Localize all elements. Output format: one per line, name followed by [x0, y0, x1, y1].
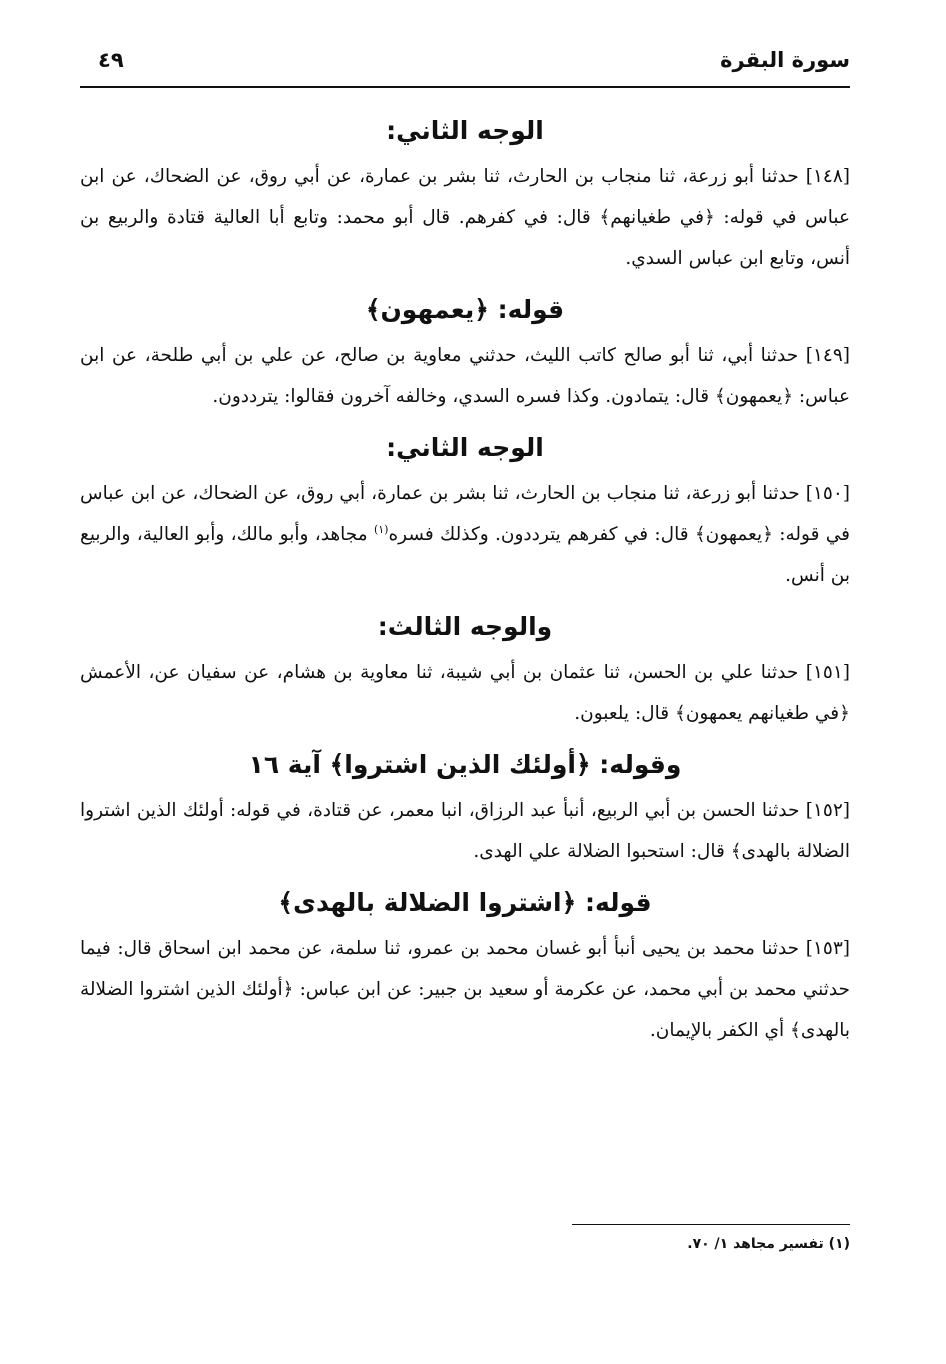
footnote-rule: [572, 1224, 850, 1225]
narration-153: [١٥٣] حدثنا محمد بن يحيى أنبأ أبو غسان محمد بن عمرو، ثنا سلمة، عن محمد ابن اسحاق قال: فيما حدثني محمد بن أبي محمد، عن عكرمة أو سعيد بن جبير: عن ابن عباس: ﴿أولئك الذين اشتروا الضلالة بالهدى﴾ أي الكفر بالإيمان.: [80, 938, 850, 1041]
header-rule: [80, 86, 850, 88]
section-heading: قوله: ﴿اشتروا الضلالة بالهدى﴾: [278, 888, 652, 917]
body-text: [80, 106, 850, 1051]
surah-title: سورة البقرة: [720, 48, 850, 72]
narration-150-text-end: مجاهد، وأبو مالك، وأبو العالية، والربيع بن أنس.: [80, 524, 850, 586]
section-heading: قوله: ﴿يعمهون﴾: [365, 295, 565, 324]
footnote: (١) تفسير مجاهد ١/ ٧٠.: [687, 1236, 850, 1252]
narration-149: [١٤٩] حدثنا أبي، ثنا أبو صالح كاتب الليث، حدثني معاوية بن صالح، عن علي بن أبي طلحة، عن ابن عباس: ﴿يعمهون﴾ قال: يتمادون. وكذا فسره السدي، وخالفه آخرون فقالوا: يترددون.: [80, 345, 850, 407]
page-number: ٤٩: [98, 48, 124, 72]
narration-151: [١٥١] حدثنا علي بن الحسن، ثنا عثمان بن أبي شيبة، ثنا معاوية بن هشام، عن سفيان عن، الأعمش ﴿في طغيانهم يعمهون﴾ قال: يلعبون.: [80, 662, 850, 724]
narration-152: [١٥٢] حدثنا الحسن بن أبي الربيع، أنبأ عبد الرزاق، انبا معمر، عن قتادة، في قوله: أولئك الذين اشتروا الضلالة بالهدى﴾ قال: استحبوا الضلالة علي الهدى.: [80, 800, 850, 862]
section-heading: وقوله: ﴿أولئك الذين اشتروا﴾ آية ١٦: [248, 750, 682, 779]
narration-150-text: [١٥٠] حدثنا أبو زرعة، ثنا منجاب بن الحارث، ثنا بشر بن عمارة، أبي روق، عن الضحاك، عن ابن عباس في قوله: ﴿يعمهون﴾ قال: في كفرهم يترددون. وكذلك فسره: [80, 483, 850, 545]
narration-148: [١٤٨] حدثنا أبو زرعة، ثنا منجاب بن الحارث، ثنا بشر بن عمارة، عن أبي روق، عن الضحاك، عن ابن عباس في قوله: ﴿في طغيانهم﴾ قال: في كفرهم. قال أبو محمد: وتابع أبا العالية قتادة والربيع بن أنس، وتابع ابن عباس السدي.: [80, 166, 850, 269]
narration-150: [80, 473, 850, 596]
section-heading: الوجه الثاني:: [386, 116, 544, 145]
footnote-reference: (١): [373, 522, 389, 536]
section-heading: والوجه الثالث:: [377, 612, 553, 641]
section-heading: الوجه الثاني:: [386, 433, 544, 462]
running-header: [80, 42, 850, 86]
